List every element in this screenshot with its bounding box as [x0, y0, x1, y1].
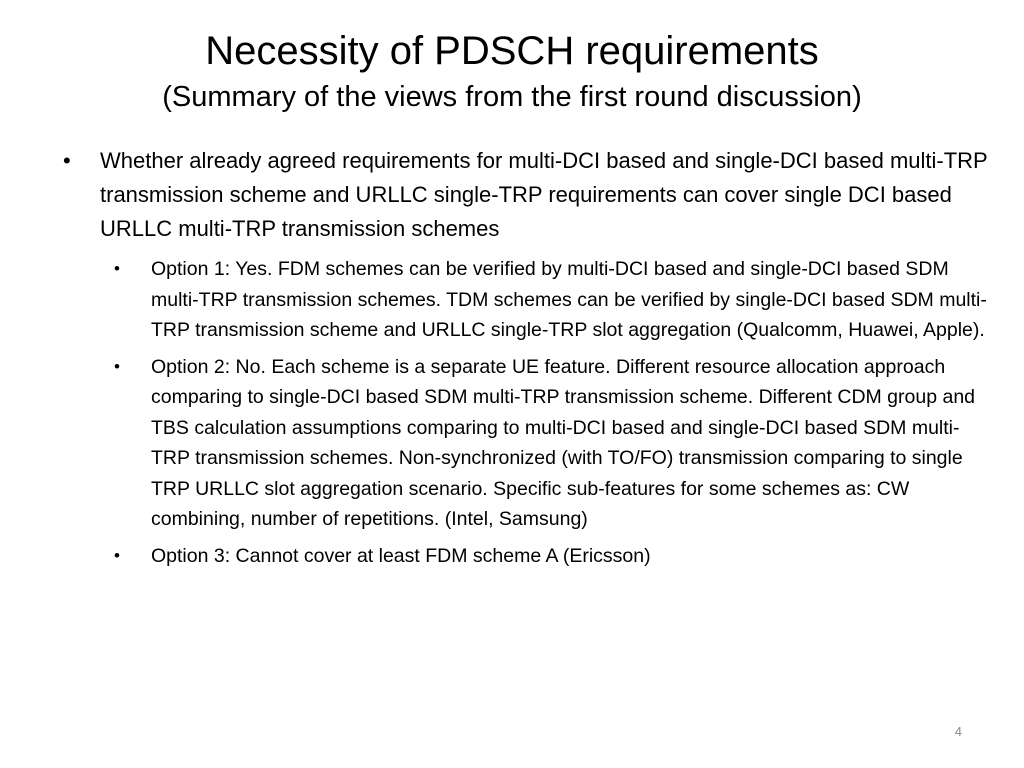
main-bullet: [63, 144, 993, 246]
option-text-2: Option 2: No. Each scheme is a separate UE feature. Different resource allocation approach comparing to single-DCI based SDM multi-TRP transmission scheme. Different CDM group and TBS calculation assumptions comparing to multi-DCI based and single-DCI based SDM multi-TRP transmission schemes. Non-synchronized (with TO/FO) transmission comparing to single TRP URLLC slot aggregation scenario. Specific sub-features for some schemes as: CW combining, number of repetitions. (Intel, Samsung): [151, 355, 976, 530]
main-bullet-text: Whether already agreed requirements for multi-DCI based and single-DCI based multi-TRP transmission scheme and URLLC single-TRP requirements can cover single DCI based URLLC multi-TRP transmission schemes: [100, 148, 988, 241]
bullet-marker: •: [114, 545, 120, 565]
slide-content: [63, 144, 993, 577]
option-text-1: Option 1: Yes. FDM schemes can be verified by multi-DCI based and single-DCI based SDM multi-TRP transmission schemes. TDM schemes can be verified by single-DCI based SDM multi-TRP transmission scheme and URLLC single-TRP slot aggregation (Qualcomm, Huawei, Apple).: [151, 258, 987, 341]
page-number: 4: [954, 724, 962, 739]
bullet-marker: •: [63, 148, 71, 173]
option-list: [63, 254, 993, 571]
bullet-marker: •: [114, 356, 120, 376]
bullet-marker: •: [114, 259, 120, 278]
option-text-3: Option 3: Cannot cover at least FDM scheme A (Ericsson): [151, 544, 651, 567]
title-block: [40, 26, 984, 116]
option-item-1: [100, 254, 993, 346]
option-item-3: [100, 541, 993, 572]
slide-subtitle: (Summary of the views from the first round discussion): [162, 81, 862, 113]
slide-title: Necessity of PDSCH requirements: [205, 29, 819, 73]
option-item-2: [100, 352, 993, 535]
